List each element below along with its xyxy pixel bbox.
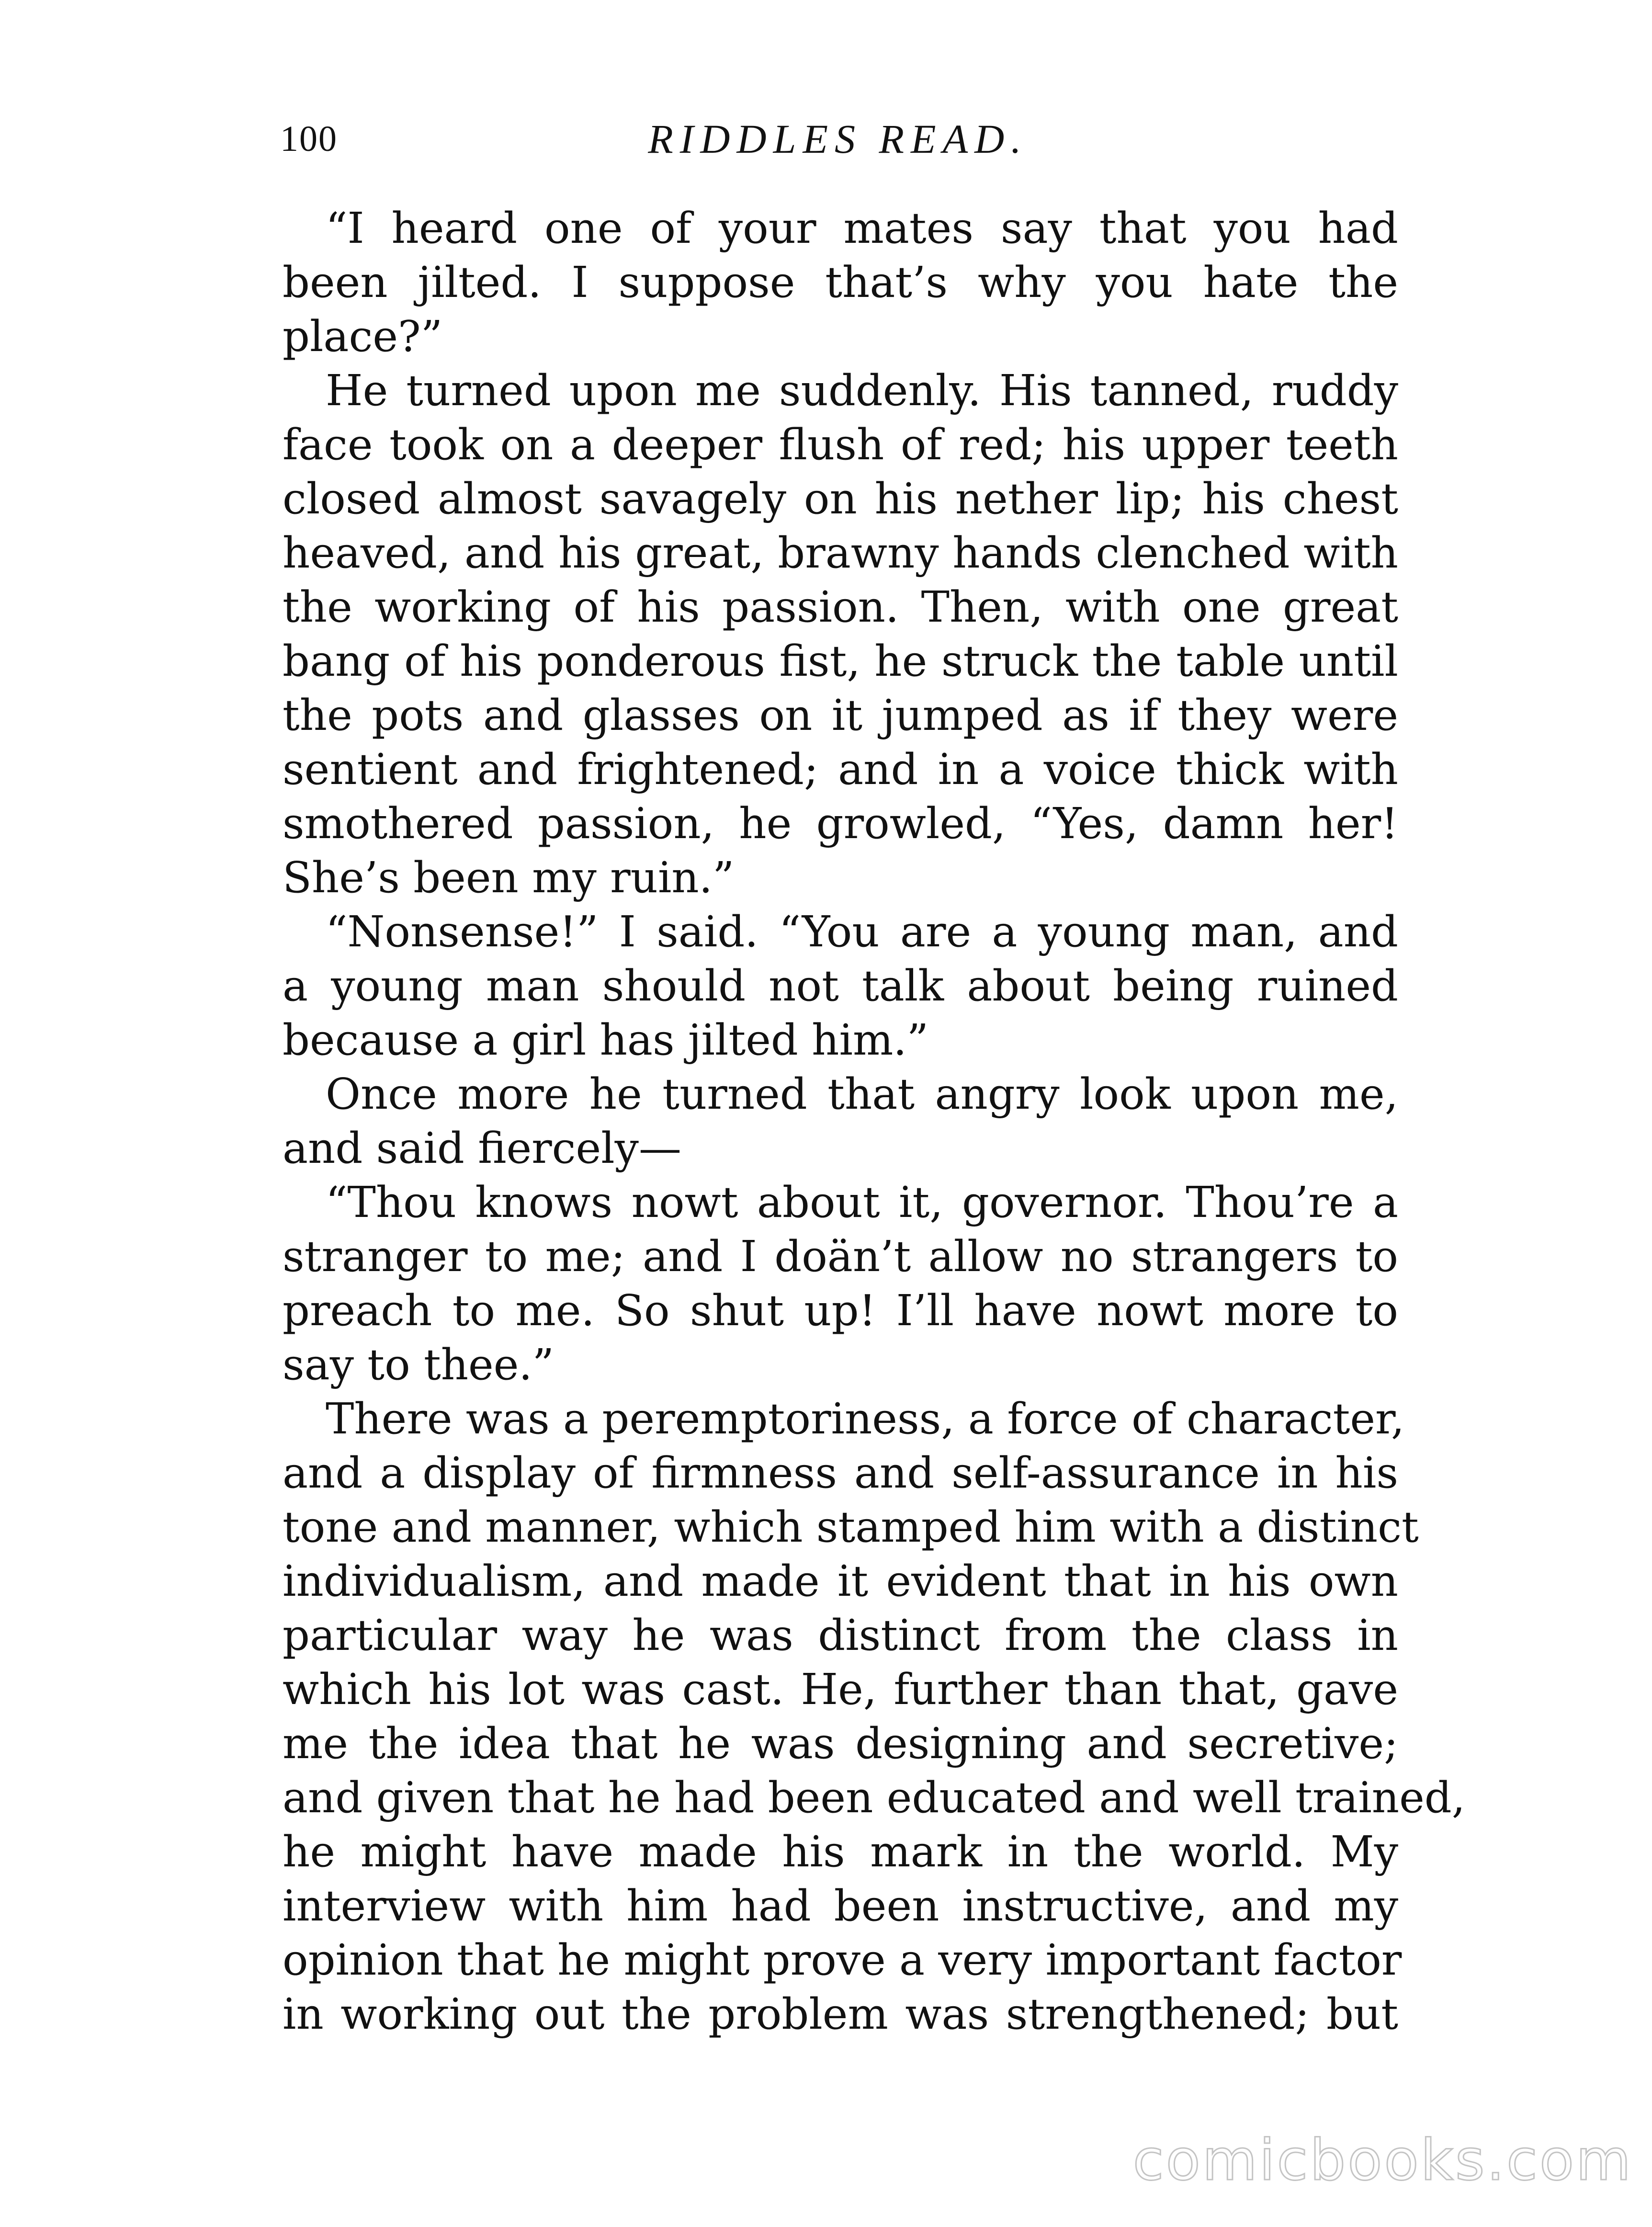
text-line: the pots and glasses on it jumped as if they were: [283, 690, 1398, 740]
text-line: He turned upon me suddenly. His tanned, ruddy: [326, 365, 1398, 415]
paragraph: [283, 1067, 1398, 1175]
text-line: particular way he was distinct from the class in: [283, 1610, 1398, 1660]
text-line: and a display of firmness and self-assurance in his: [283, 1448, 1398, 1498]
text-line: been jilted. I suppose that’s why you hate the: [283, 257, 1398, 307]
text-line: and given that he had been educated and well trained,: [283, 1773, 1466, 1822]
text-line: individualism, and made it evident that in his own: [283, 1556, 1398, 1606]
text-line: say to thee.”: [283, 1340, 554, 1389]
paragraph: [283, 905, 1398, 1067]
text-line: interview with him had been instructive, and my: [283, 1881, 1398, 1931]
text-line: bang of his ponderous fist, he struck the table until: [283, 636, 1398, 686]
text-line: opinion that he might prove a very important factor: [283, 1935, 1402, 1985]
text-line: a young man should not talk about being ruined: [283, 961, 1398, 1011]
text-line: “Nonsense!” I said. “You are a young man, and: [326, 907, 1398, 956]
running-head: [280, 113, 1396, 165]
text-line: which his lot was cast. He, further than that, gave: [283, 1664, 1398, 1714]
text-line: sentient and frightened; and in a voice thick with: [283, 744, 1398, 794]
paragraph: [283, 1392, 1466, 2041]
text-line: Once more he turned that angry look upon me,: [326, 1069, 1398, 1119]
text-line: in working out the problem was strengthened; but: [283, 1989, 1398, 2039]
watermark: comicbooks.com: [1132, 2127, 1633, 2193]
body-text: [283, 201, 1466, 2041]
text-line: the working of his passion. Then, with one great: [283, 582, 1398, 632]
text-line: me the idea that he was designing and secretive;: [283, 1718, 1398, 1768]
paragraph: [283, 364, 1398, 905]
text-line: closed almost savagely on his nether lip; his chest: [283, 474, 1398, 523]
text-line: She’s been my ruin.”: [283, 852, 735, 902]
text-line: stranger to me; and I doän’t allow no strangers to: [283, 1231, 1398, 1281]
paragraph: [283, 201, 1398, 364]
page-number: 100: [280, 119, 338, 159]
text-line: tone and manner, which stamped him with a distinct: [283, 1502, 1419, 1552]
text-line: and said fiercely—: [283, 1123, 681, 1173]
text-line: “I heard one of your mates say that you had: [326, 203, 1398, 253]
text-line: preach to me. So shut up! I’ll have nowt more to: [283, 1285, 1398, 1335]
text-line: “Thou knows nowt about it, governor. Thou’re a: [326, 1177, 1398, 1227]
text-line: he might have made his mark in the world. My: [283, 1827, 1398, 1876]
text-line: There was a peremptoriness, a force of character,: [326, 1394, 1405, 1443]
running-title: RIDDLES READ.: [648, 116, 1028, 162]
text-line: face took on a deeper flush of red; his upper teeth: [283, 420, 1398, 469]
text-line: smothered passion, he growled, “Yes, damn her!: [283, 798, 1398, 848]
text-line: because a girl has jilted him.”: [283, 1015, 929, 1065]
text-line: heaved, and his great, brawny hands clenched with: [283, 528, 1398, 578]
text-line: place?”: [283, 311, 443, 361]
paragraph: [283, 1175, 1398, 1392]
